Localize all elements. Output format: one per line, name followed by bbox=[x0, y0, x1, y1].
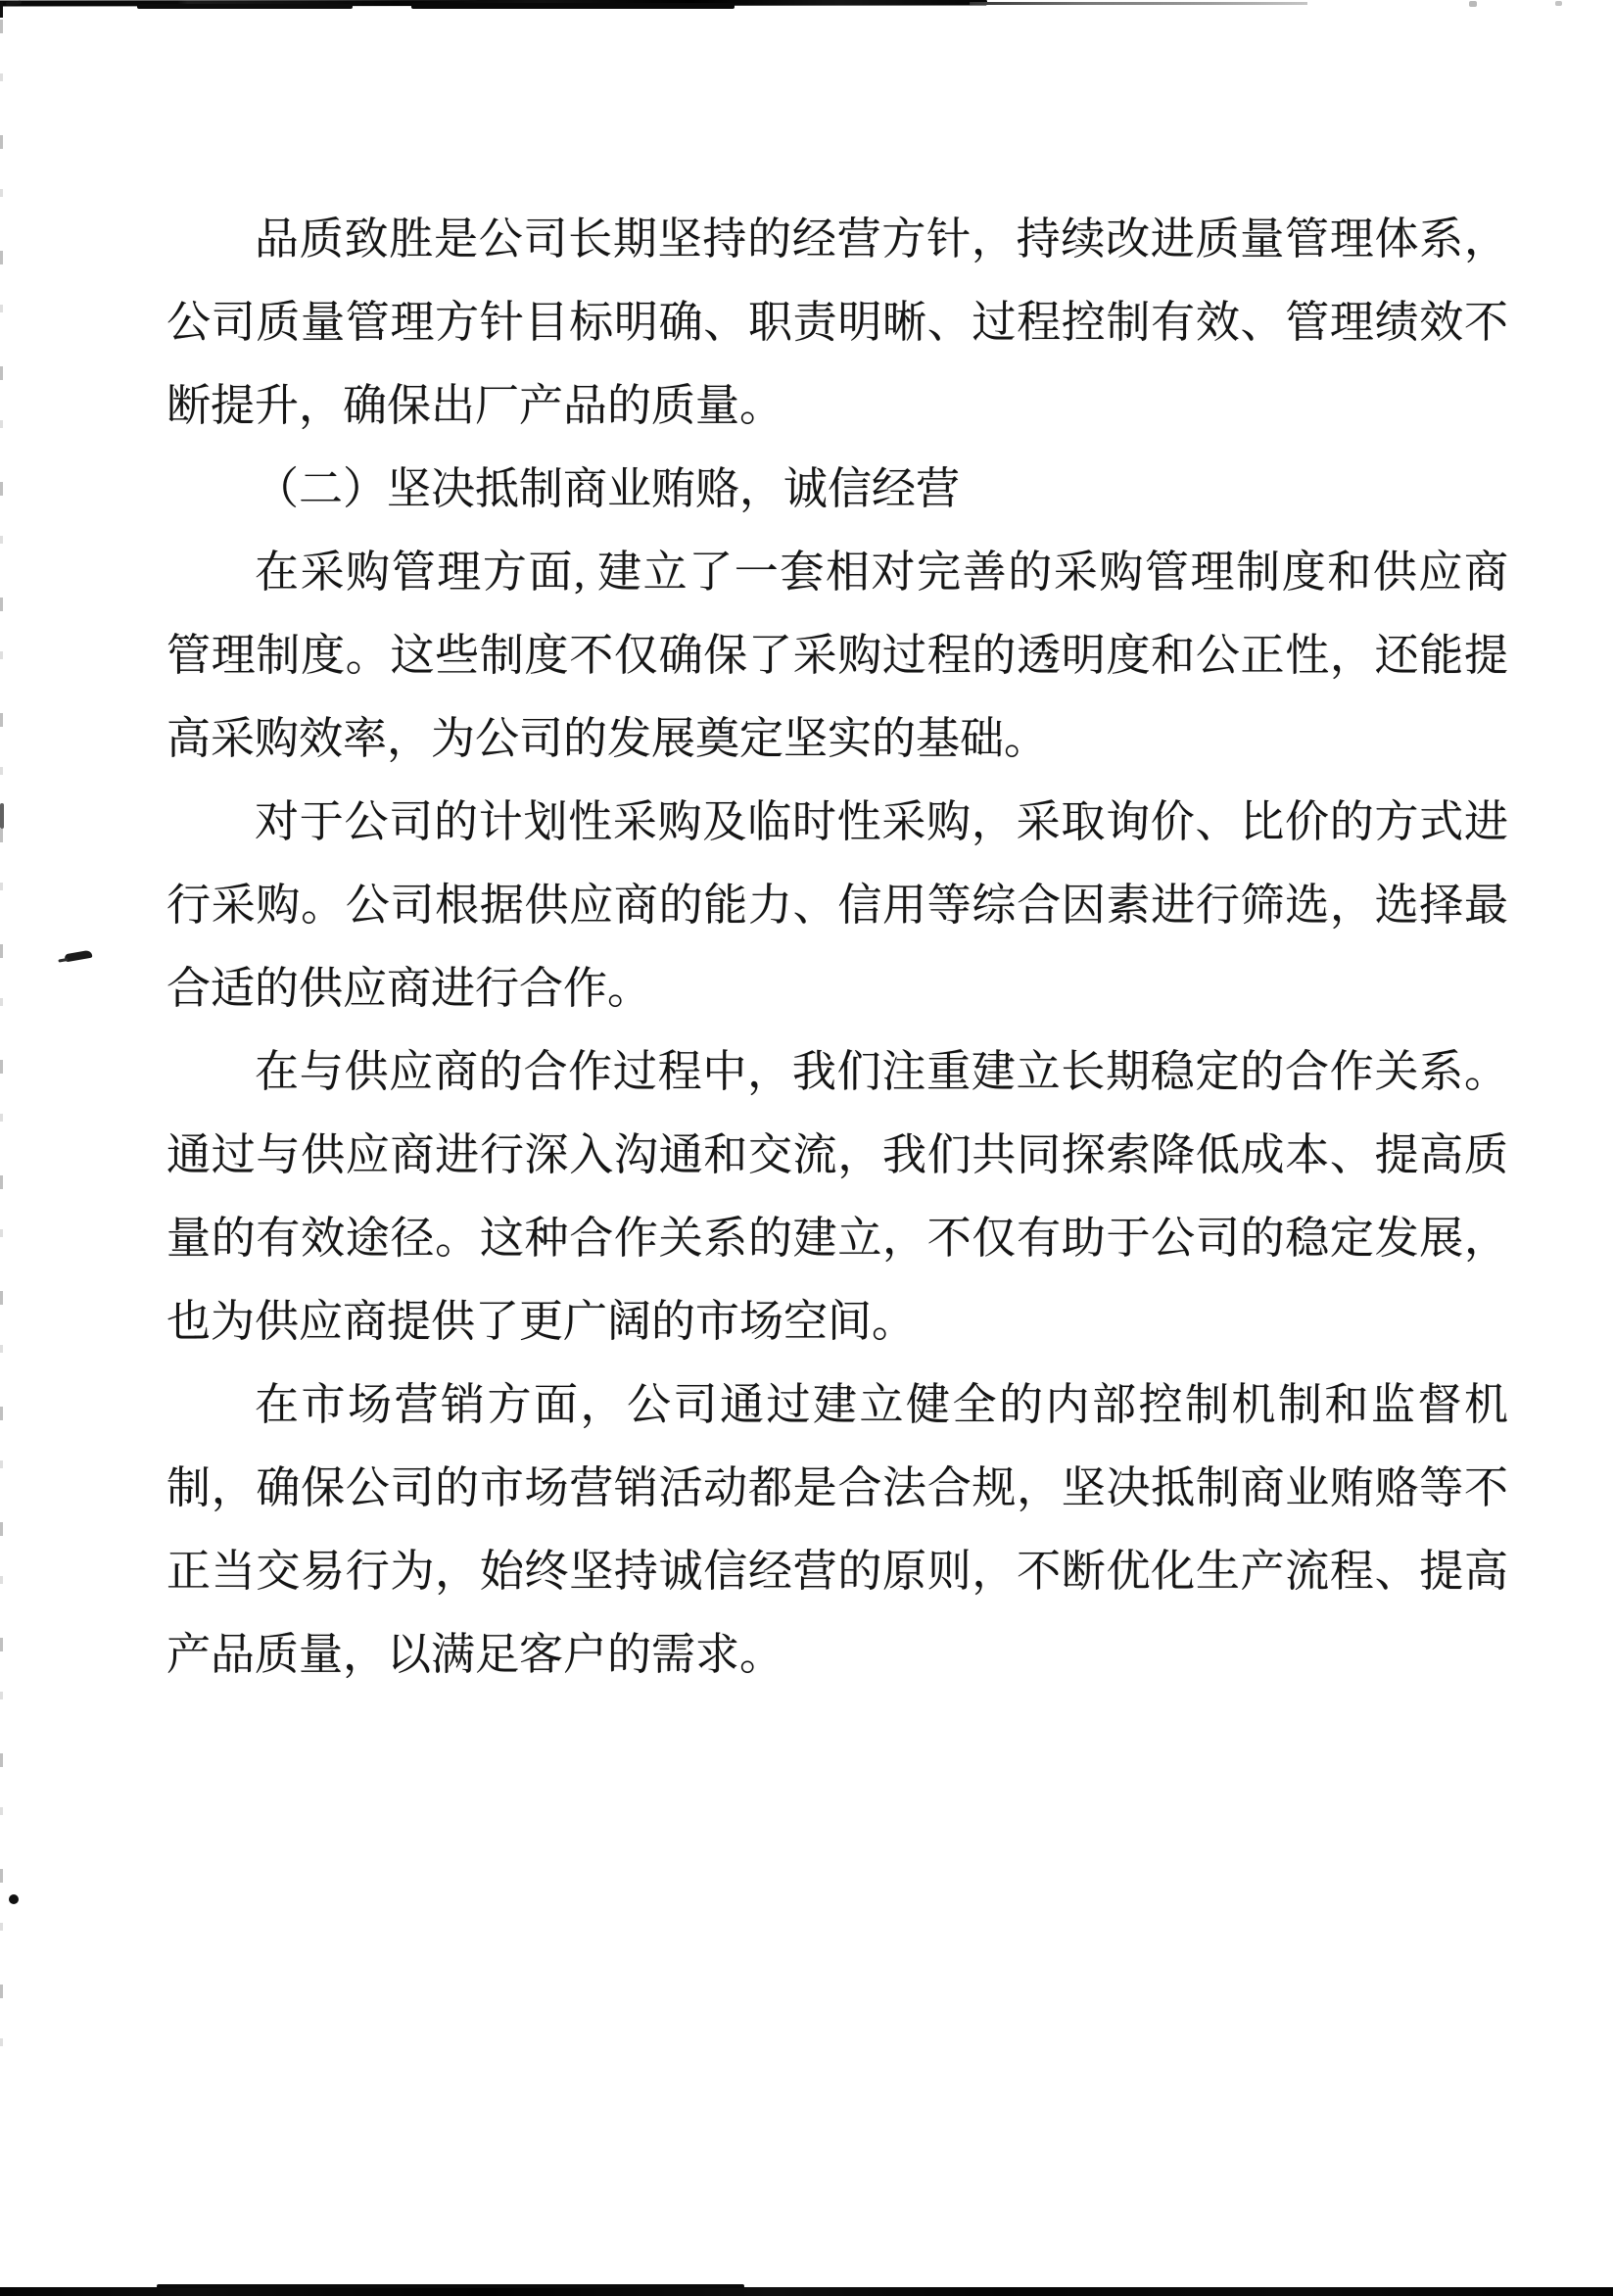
scan-artifact-speck bbox=[1555, 1, 1562, 6]
scan-artifact-top-edge bbox=[0, 0, 987, 6]
scan-artifact-top-edge-bump bbox=[411, 3, 735, 9]
scan-artifact-corner-tick bbox=[0, 2, 3, 18]
scan-artifact-left-blob bbox=[0, 803, 4, 829]
scan-artifact-stray-dot bbox=[9, 1894, 19, 1904]
scan-artifact-left-edge bbox=[0, 20, 3, 2077]
paragraph-supplier-cooperation: 在与供应商的合作过程中，我们注重建立长期稳定的合作关系。通过与供应商进行深入沟通和交流，我们共同探索降低成本、提高质量的有效途径。这种合作关系的建立，不仅有助于公司的稳定发展，也为供应商提供了更广阔的市场空间。 bbox=[166, 1047, 1508, 1346]
scan-artifact-corner-dash bbox=[6, 0, 22, 6]
paragraph-quality-policy: 品质致胜是公司长期坚持的经营方针，持续改进质量管理体系，公司质量管理方针目标明确、职责明晰、过程控制有效、管理绩效不断提升，确保出厂产品的质量。 bbox=[166, 215, 1508, 430]
scan-artifact-stray-dash bbox=[65, 950, 93, 963]
paragraph-marketing-compliance: 在市场营销方面，公司通过建立健全的内部控制机制和监督机制，确保公司的市场营销活动都是合法合规，坚决抵制商业贿赂等不正当交易行为，始终坚持诚信经营的原则，不断优化生产流程、提高产品质量，以满足客户的需求。 bbox=[166, 1380, 1508, 1679]
scan-artifact-speck bbox=[1469, 1, 1477, 7]
scan-artifact-bottom-edge bbox=[0, 2287, 1613, 2296]
document-body bbox=[166, 198, 1508, 1697]
scan-artifact-top-edge-bump bbox=[137, 4, 353, 9]
scan-artifact-top-edge-fade bbox=[970, 2, 1307, 5]
paragraph-procurement-system: 在采购管理方面, 建立了一套相对完善的采购管理制度和供应商管理制度。这些制度不仅确保了采购过程的透明度和公正性，还能提高采购效率，为公司的发展奠定坚实的基础。 bbox=[166, 548, 1508, 763]
section-heading-anti-bribery: （二）坚决抵制商业贿赂，诚信经营 bbox=[255, 464, 961, 513]
paragraph-procurement-method: 对于公司的计划性采购及临时性采购，采取询价、比价的方式进行采购。公司根据供应商的能力、信用等综合因素进行筛选，选择最合适的供应商进行合作。 bbox=[166, 797, 1508, 1013]
